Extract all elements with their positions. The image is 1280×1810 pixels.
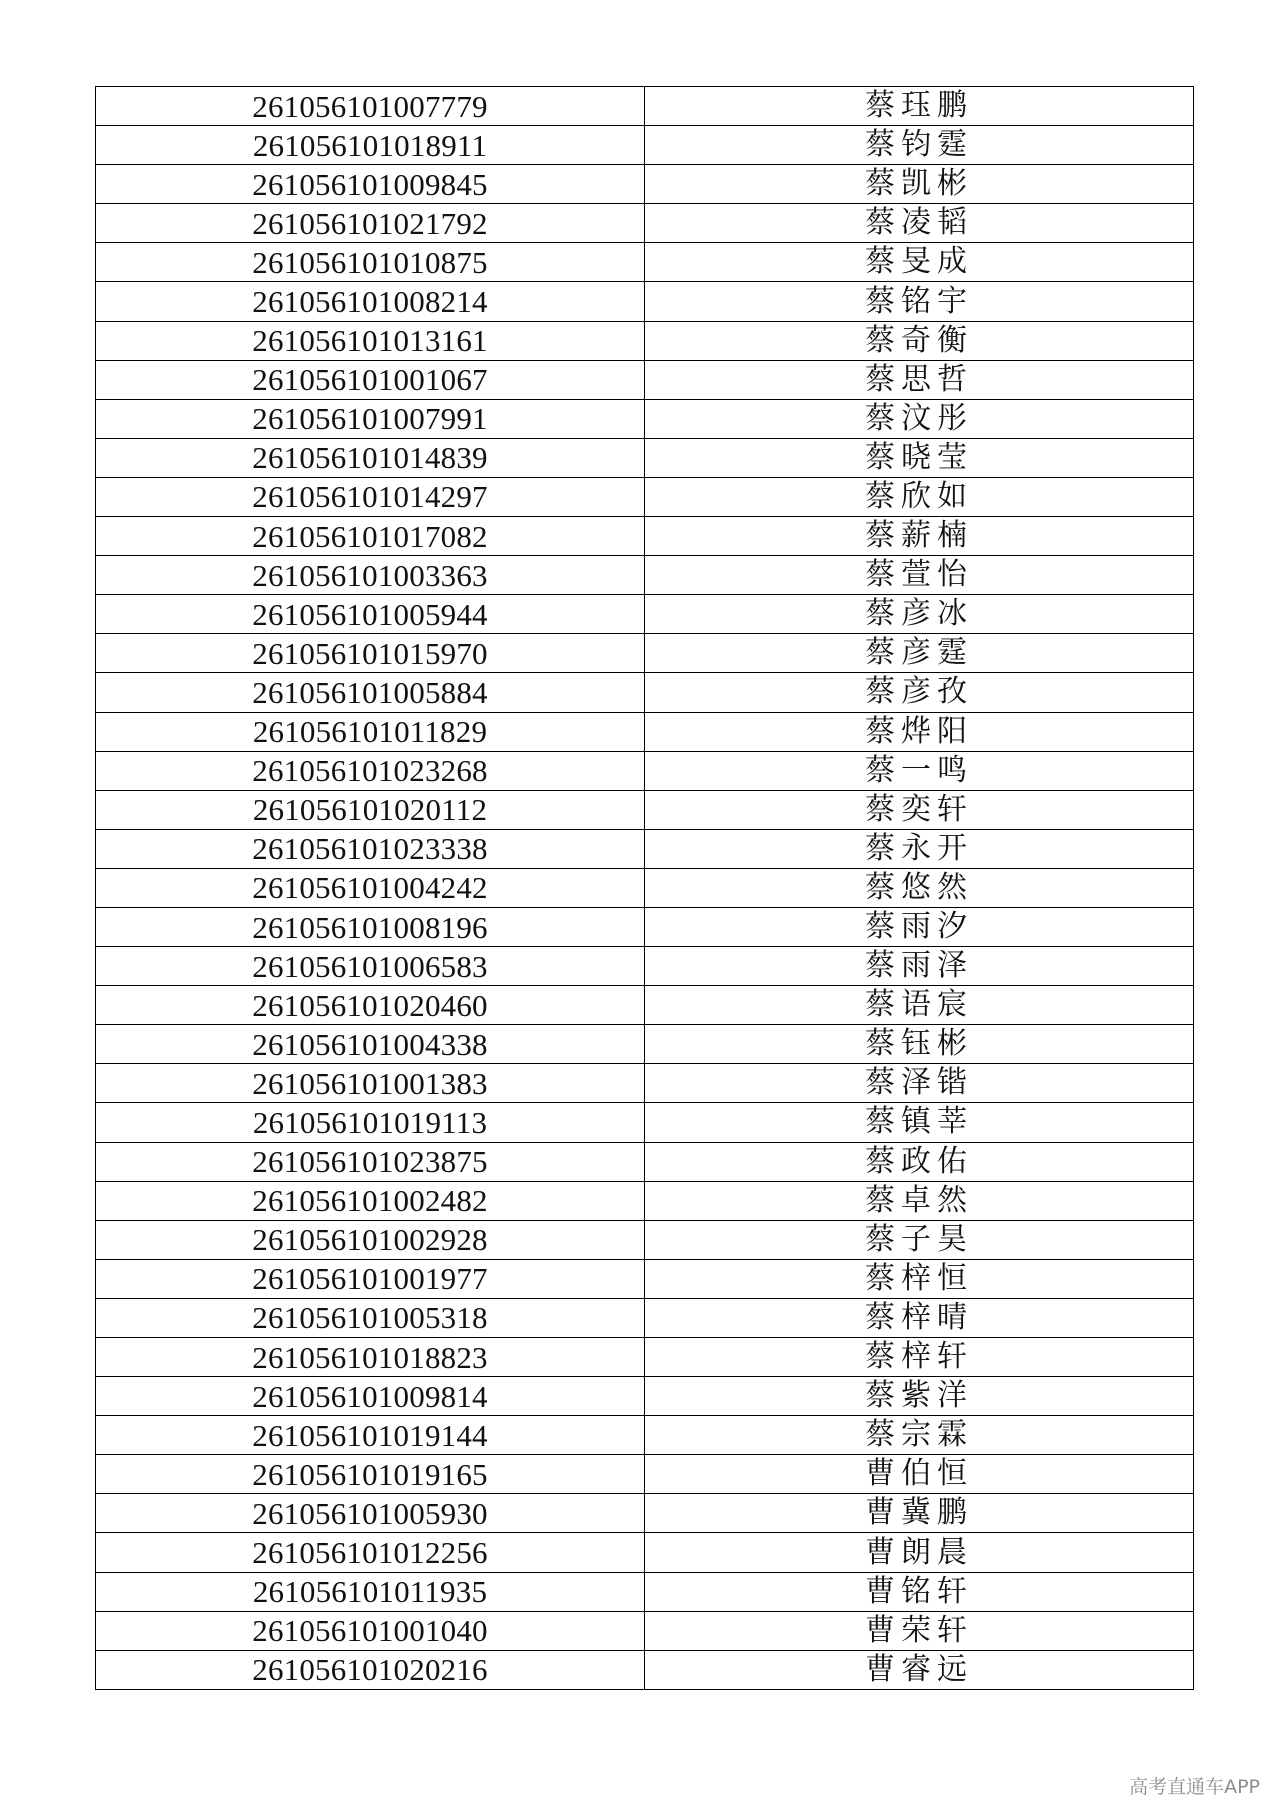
candidate-id-cell: 261056101005884 [96,673,645,712]
candidate-name-cell: 蔡萱怡 [645,556,1194,595]
candidate-name-cell: 曹伯恒 [645,1455,1194,1494]
roster-table-body [96,87,1194,1690]
candidate-id-cell: 261056101001383 [96,1064,645,1103]
candidate-id-cell: 261056101005930 [96,1494,645,1533]
candidate-name-cell: 蔡宗霖 [645,1416,1194,1455]
candidate-name-cell: 蔡钧霆 [645,126,1194,165]
table-row [96,634,1194,673]
candidate-name-cell: 蔡卓然 [645,1181,1194,1220]
table-row [96,87,1194,126]
candidate-name-cell: 蔡永开 [645,829,1194,868]
candidate-name-cell: 蔡子昊 [645,1220,1194,1259]
candidate-name-cell: 蔡雨汐 [645,907,1194,946]
candidate-name-cell: 蔡凯彬 [645,165,1194,204]
table-row [96,712,1194,751]
table-row [96,556,1194,595]
candidate-id-cell: 261056101023338 [96,829,645,868]
table-row [96,360,1194,399]
candidate-id-cell: 261056101018911 [96,126,645,165]
table-row [96,517,1194,556]
candidate-id-cell: 261056101013161 [96,321,645,360]
table-row [96,1103,1194,1142]
candidate-name-cell: 曹睿远 [645,1650,1194,1689]
candidate-id-cell: 261056101011935 [96,1572,645,1611]
candidate-name-cell: 蔡紫洋 [645,1377,1194,1416]
candidate-id-cell: 261056101023268 [96,751,645,790]
candidate-name-cell: 蔡汶彤 [645,399,1194,438]
table-row [96,321,1194,360]
table-row [96,1220,1194,1259]
candidate-name-cell: 蔡珏鹏 [645,87,1194,126]
candidate-id-cell: 261056101005318 [96,1298,645,1337]
candidate-name-cell: 曹朗晨 [645,1533,1194,1572]
candidate-id-cell: 261056101020216 [96,1650,645,1689]
candidate-name-cell: 蔡思哲 [645,360,1194,399]
candidate-name-cell: 蔡凌韬 [645,204,1194,243]
table-row [96,1494,1194,1533]
candidate-name-cell: 曹冀鹏 [645,1494,1194,1533]
candidate-id-cell: 261056101001040 [96,1611,645,1650]
table-row [96,438,1194,477]
table-row [96,204,1194,243]
table-row [96,673,1194,712]
table-row [96,1572,1194,1611]
candidate-id-cell: 261056101017082 [96,517,645,556]
candidate-id-cell: 261056101003363 [96,556,645,595]
candidate-id-cell: 261056101008214 [96,282,645,321]
table-row [96,1064,1194,1103]
candidate-name-cell: 蔡雨泽 [645,947,1194,986]
candidate-name-cell: 蔡语宸 [645,986,1194,1025]
candidate-name-cell: 蔡旻成 [645,243,1194,282]
candidate-id-cell: 261056101006583 [96,947,645,986]
candidate-name-cell: 蔡彦孜 [645,673,1194,712]
candidate-id-cell: 261056101002928 [96,1220,645,1259]
candidate-name-cell: 蔡一鸣 [645,751,1194,790]
candidate-id-cell: 261056101019144 [96,1416,645,1455]
candidate-id-cell: 261056101007991 [96,399,645,438]
candidate-id-cell: 261056101009845 [96,165,645,204]
table-row [96,1338,1194,1377]
table-row [96,243,1194,282]
candidate-name-cell: 蔡彦冰 [645,595,1194,634]
candidate-id-cell: 261056101005944 [96,595,645,634]
table-row [96,751,1194,790]
candidate-id-cell: 261056101019165 [96,1455,645,1494]
candidate-id-cell: 261056101012256 [96,1533,645,1572]
table-row [96,907,1194,946]
table-row [96,868,1194,907]
candidate-name-cell: 蔡悠然 [645,868,1194,907]
roster-table [95,86,1194,1690]
table-row [96,399,1194,438]
table-row [96,1455,1194,1494]
candidate-name-cell: 蔡镇莘 [645,1103,1194,1142]
candidate-id-cell: 261056101010875 [96,243,645,282]
candidate-id-cell: 261056101021792 [96,204,645,243]
candidate-name-cell: 蔡梓轩 [645,1338,1194,1377]
candidate-name-cell: 蔡晓莹 [645,438,1194,477]
candidate-name-cell: 曹荣轩 [645,1611,1194,1650]
candidate-id-cell: 261056101004338 [96,1025,645,1064]
candidate-name-cell: 蔡梓晴 [645,1298,1194,1337]
candidate-name-cell: 曹铭轩 [645,1572,1194,1611]
candidate-id-cell: 261056101020112 [96,790,645,829]
candidate-id-cell: 261056101014839 [96,438,645,477]
candidate-name-cell: 蔡泽锴 [645,1064,1194,1103]
table-row [96,126,1194,165]
candidate-id-cell: 261056101001067 [96,360,645,399]
table-row [96,1298,1194,1337]
table-row [96,1533,1194,1572]
candidate-name-cell: 蔡烨阳 [645,712,1194,751]
table-row [96,595,1194,634]
candidate-name-cell: 蔡欣如 [645,477,1194,516]
table-row [96,1142,1194,1181]
candidate-id-cell: 261056101011829 [96,712,645,751]
candidate-name-cell: 蔡奇衡 [645,321,1194,360]
candidate-name-cell: 蔡钰彬 [645,1025,1194,1064]
table-row [96,790,1194,829]
table-row [96,1025,1194,1064]
candidate-id-cell: 261056101023875 [96,1142,645,1181]
table-row [96,1611,1194,1650]
table-row [96,829,1194,868]
watermark-text: 高考直通车APP [1129,1776,1260,1798]
candidate-name-cell: 蔡薪楠 [645,517,1194,556]
table-row [96,947,1194,986]
table-row [96,1650,1194,1689]
candidate-name-cell: 蔡铭宇 [645,282,1194,321]
table-row [96,1259,1194,1298]
candidate-name-cell: 蔡政佑 [645,1142,1194,1181]
candidate-id-cell: 261056101009814 [96,1377,645,1416]
candidate-id-cell: 261056101004242 [96,868,645,907]
table-row [96,165,1194,204]
candidate-id-cell: 261056101002482 [96,1181,645,1220]
candidate-id-cell: 261056101015970 [96,634,645,673]
candidate-id-cell: 261056101020460 [96,986,645,1025]
table-row [96,1416,1194,1455]
table-row [96,1181,1194,1220]
candidate-name-cell: 蔡奕轩 [645,790,1194,829]
candidate-id-cell: 261056101007779 [96,87,645,126]
table-row [96,282,1194,321]
table-row [96,986,1194,1025]
table-row [96,477,1194,516]
table-row [96,1377,1194,1416]
candidate-name-cell: 蔡梓恒 [645,1259,1194,1298]
candidate-name-cell: 蔡彦霆 [645,634,1194,673]
candidate-id-cell: 261056101008196 [96,907,645,946]
candidate-id-cell: 261056101019113 [96,1103,645,1142]
candidate-id-cell: 261056101018823 [96,1338,645,1377]
candidate-id-cell: 261056101001977 [96,1259,645,1298]
candidate-id-cell: 261056101014297 [96,477,645,516]
